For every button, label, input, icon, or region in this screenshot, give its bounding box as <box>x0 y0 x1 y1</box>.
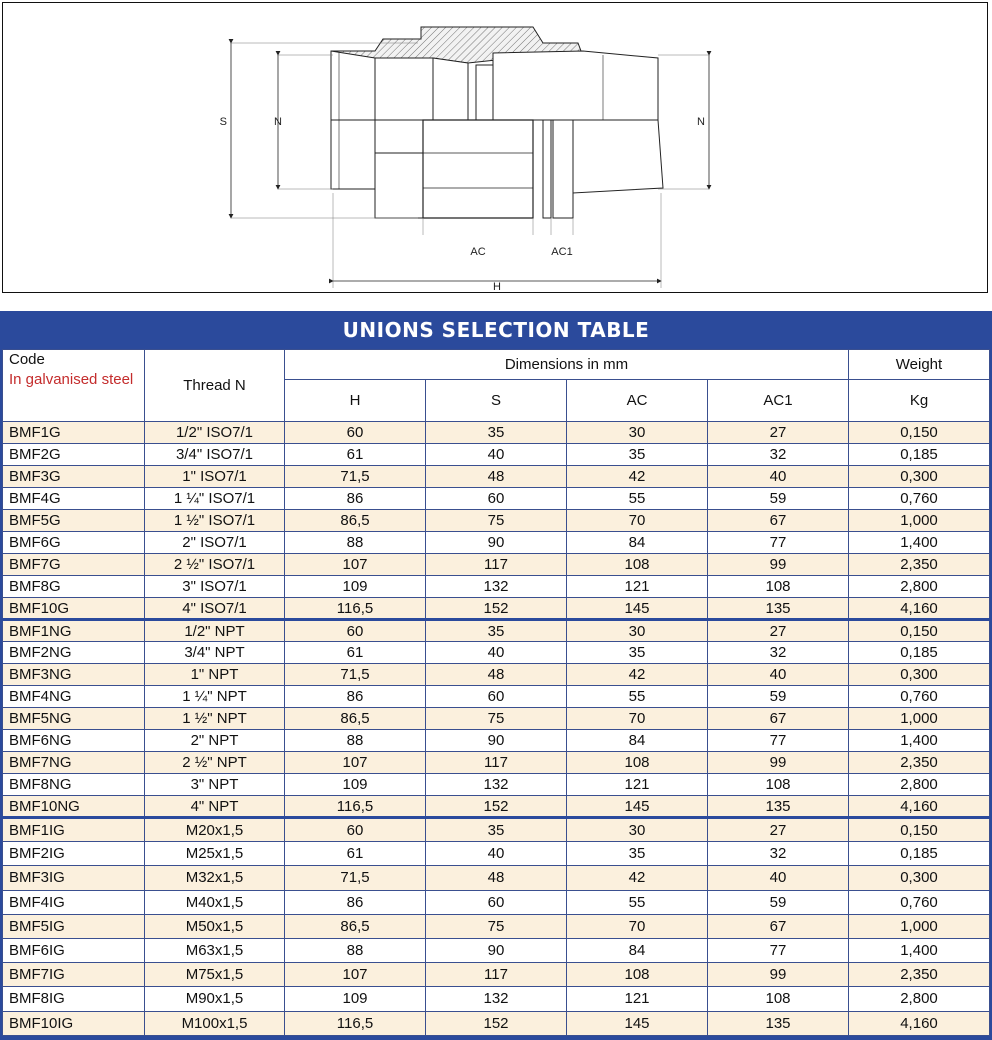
weight-cell: 0,150 <box>849 818 990 842</box>
h-cell: 61 <box>285 444 426 466</box>
weight-cell: 1,400 <box>849 730 990 752</box>
ac1-cell: 77 <box>708 938 849 962</box>
weight-cell: 0,185 <box>849 842 990 866</box>
dimensions-header: Dimensions in mm <box>285 350 849 380</box>
ac1-cell: 67 <box>708 510 849 532</box>
code-cell: BMF7NG <box>3 752 145 774</box>
code-cell: BMF7IG <box>3 963 145 987</box>
thread-cell: 3" NPT <box>145 774 285 796</box>
ac1-cell: 135 <box>708 796 849 818</box>
ac-cell: 121 <box>567 774 708 796</box>
ac1-cell: 40 <box>708 466 849 488</box>
h-cell: 109 <box>285 774 426 796</box>
thread-cell: 2 ½" ISO7/1 <box>145 554 285 576</box>
code-cell: BMF6IG <box>3 938 145 962</box>
h-header: H <box>285 380 426 422</box>
s-cell: 35 <box>426 620 567 642</box>
h-cell: 107 <box>285 554 426 576</box>
thread-cell: 1" ISO7/1 <box>145 466 285 488</box>
h-cell: 107 <box>285 752 426 774</box>
thread-cell: M20x1,5 <box>145 818 285 842</box>
s-cell: 90 <box>426 532 567 554</box>
ac-cell: 121 <box>567 987 708 1011</box>
ac-cell: 70 <box>567 708 708 730</box>
ac1-cell: 108 <box>708 987 849 1011</box>
weight-cell: 0,150 <box>849 620 990 642</box>
code-cell: BMF3IG <box>3 866 145 890</box>
iso-thread-group <box>3 422 990 620</box>
ac-cell: 108 <box>567 554 708 576</box>
ac1-cell: 32 <box>708 642 849 664</box>
ac-cell: 42 <box>567 866 708 890</box>
h-cell: 71,5 <box>285 664 426 686</box>
code-cell: BMF2G <box>3 444 145 466</box>
ac1-cell: 40 <box>708 866 849 890</box>
technical-drawing <box>2 2 988 293</box>
ac-cell: 84 <box>567 730 708 752</box>
thread-cell: M40x1,5 <box>145 890 285 914</box>
table-row <box>3 576 990 598</box>
ac1-cell: 77 <box>708 730 849 752</box>
table-row <box>3 708 990 730</box>
thread-cell: 1 ½" ISO7/1 <box>145 510 285 532</box>
code-cell: BMF7G <box>3 554 145 576</box>
thread-cell: M32x1,5 <box>145 866 285 890</box>
h-cell: 86 <box>285 488 426 510</box>
weight-cell: 1,400 <box>849 938 990 962</box>
code-header-label: Code <box>9 351 45 368</box>
h-cell: 109 <box>285 576 426 598</box>
s-cell: 117 <box>426 554 567 576</box>
table-row <box>3 598 990 620</box>
thread-cell: M75x1,5 <box>145 963 285 987</box>
table-row <box>3 890 990 914</box>
s-cell: 132 <box>426 576 567 598</box>
weight-cell: 0,185 <box>849 642 990 664</box>
h-cell: 61 <box>285 842 426 866</box>
ac-cell: 145 <box>567 1011 708 1035</box>
n-right-label: N <box>697 116 705 128</box>
thread-cell: 3/4" NPT <box>145 642 285 664</box>
weight-header: Weight <box>849 350 990 380</box>
weight-cell: 0,300 <box>849 466 990 488</box>
weight-cell: 0,760 <box>849 890 990 914</box>
thread-cell: M63x1,5 <box>145 938 285 962</box>
ac-cell: 145 <box>567 598 708 620</box>
ac-cell: 55 <box>567 488 708 510</box>
s-cell: 40 <box>426 842 567 866</box>
s-cell: 75 <box>426 510 567 532</box>
npt-thread-group <box>3 620 990 818</box>
ac-cell: 55 <box>567 686 708 708</box>
s-cell: 60 <box>426 890 567 914</box>
ac1-cell: 27 <box>708 620 849 642</box>
table-row <box>3 842 990 866</box>
ac1-header: AC1 <box>708 380 849 422</box>
table-row <box>3 818 990 842</box>
h-cell: 88 <box>285 730 426 752</box>
table-row <box>3 774 990 796</box>
ac1-cell: 27 <box>708 422 849 444</box>
table-row <box>3 620 990 642</box>
thread-cell: 1/2" ISO7/1 <box>145 422 285 444</box>
table-row <box>3 554 990 576</box>
ac1-cell: 67 <box>708 914 849 938</box>
table-row <box>3 796 990 818</box>
ac1-cell: 59 <box>708 686 849 708</box>
h-label: H <box>493 281 501 293</box>
h-cell: 88 <box>285 938 426 962</box>
s-cell: 35 <box>426 818 567 842</box>
ac-cell: 145 <box>567 796 708 818</box>
weight-cell: 0,760 <box>849 488 990 510</box>
ac1-cell: 40 <box>708 664 849 686</box>
ac-cell: 35 <box>567 642 708 664</box>
ac-cell: 30 <box>567 818 708 842</box>
table-row <box>3 510 990 532</box>
table-row <box>3 488 990 510</box>
ac1-cell: 108 <box>708 576 849 598</box>
s-cell: 48 <box>426 664 567 686</box>
metric-thread-group <box>3 818 990 1036</box>
weight-cell: 0,150 <box>849 422 990 444</box>
table-row <box>3 444 990 466</box>
ac-cell: 108 <box>567 752 708 774</box>
ac1-cell: 59 <box>708 488 849 510</box>
s-cell: 60 <box>426 686 567 708</box>
code-cell: BMF4G <box>3 488 145 510</box>
table-row <box>3 866 990 890</box>
s-cell: 35 <box>426 422 567 444</box>
table-row <box>3 938 990 962</box>
weight-cell: 4,160 <box>849 598 990 620</box>
code-cell: BMF5IG <box>3 914 145 938</box>
table-row <box>3 664 990 686</box>
ac-cell: 30 <box>567 620 708 642</box>
unions-table <box>2 349 990 1036</box>
ac1-cell: 135 <box>708 598 849 620</box>
thread-cell: 1 ½" NPT <box>145 708 285 730</box>
thread-cell: 1 ¼" ISO7/1 <box>145 488 285 510</box>
weight-cell: 1,400 <box>849 532 990 554</box>
weight-cell: 0,300 <box>849 866 990 890</box>
ac-header: AC <box>567 380 708 422</box>
weight-cell: 2,350 <box>849 752 990 774</box>
weight-cell: 1,000 <box>849 510 990 532</box>
ac-cell: 70 <box>567 510 708 532</box>
weight-cell: 2,350 <box>849 554 990 576</box>
ac1-cell: 32 <box>708 842 849 866</box>
ac-cell: 55 <box>567 890 708 914</box>
ac1-cell: 108 <box>708 774 849 796</box>
ac1-cell: 77 <box>708 532 849 554</box>
s-cell: 132 <box>426 774 567 796</box>
ac-cell: 35 <box>567 444 708 466</box>
h-cell: 61 <box>285 642 426 664</box>
ac-cell: 30 <box>567 422 708 444</box>
thread-cell: M50x1,5 <box>145 914 285 938</box>
code-cell: BMF6NG <box>3 730 145 752</box>
s-cell: 48 <box>426 466 567 488</box>
code-cell: BMF1NG <box>3 620 145 642</box>
ac-cell: 84 <box>567 938 708 962</box>
ac-cell: 121 <box>567 576 708 598</box>
table-title: UNIONS SELECTION TABLE <box>342 318 650 342</box>
s-cell: 152 <box>426 1011 567 1035</box>
h-cell: 86 <box>285 686 426 708</box>
weight-cell: 2,800 <box>849 774 990 796</box>
h-cell: 88 <box>285 532 426 554</box>
s-cell: 152 <box>426 598 567 620</box>
code-cell: BMF3G <box>3 466 145 488</box>
s-label: S <box>219 116 227 128</box>
table-row <box>3 752 990 774</box>
h-cell: 60 <box>285 620 426 642</box>
s-cell: 40 <box>426 642 567 664</box>
ac-cell: 42 <box>567 664 708 686</box>
thread-cell: 1/2" NPT <box>145 620 285 642</box>
h-cell: 116,5 <box>285 598 426 620</box>
ac1-cell: 67 <box>708 708 849 730</box>
weight-cell: 1,000 <box>849 914 990 938</box>
weight-cell: 0,300 <box>849 664 990 686</box>
thread-cell: 1 ¼" NPT <box>145 686 285 708</box>
thread-cell: 2 ½" NPT <box>145 752 285 774</box>
thread-cell: 3/4" ISO7/1 <box>145 444 285 466</box>
code-cell: BMF8NG <box>3 774 145 796</box>
code-header <box>3 350 145 422</box>
table-row <box>3 642 990 664</box>
weight-cell: 2,350 <box>849 963 990 987</box>
s-cell: 90 <box>426 730 567 752</box>
code-cell: BMF8G <box>3 576 145 598</box>
weight-cell: 2,800 <box>849 576 990 598</box>
h-cell: 107 <box>285 963 426 987</box>
s-cell: 60 <box>426 488 567 510</box>
table-row <box>3 963 990 987</box>
weight-cell: 4,160 <box>849 1011 990 1035</box>
s-cell: 117 <box>426 963 567 987</box>
code-header-note: In galvanised steel <box>9 371 134 388</box>
code-cell: BMF10IG <box>3 1011 145 1035</box>
code-cell: BMF4NG <box>3 686 145 708</box>
ac-cell: 108 <box>567 963 708 987</box>
h-cell: 109 <box>285 987 426 1011</box>
thread-cell: M90x1,5 <box>145 987 285 1011</box>
h-cell: 60 <box>285 422 426 444</box>
h-cell: 71,5 <box>285 466 426 488</box>
s-cell: 90 <box>426 938 567 962</box>
code-cell: BMF10G <box>3 598 145 620</box>
ac-cell: 84 <box>567 532 708 554</box>
code-cell: BMF5NG <box>3 708 145 730</box>
h-cell: 116,5 <box>285 796 426 818</box>
s-cell: 75 <box>426 914 567 938</box>
code-cell: BMF5G <box>3 510 145 532</box>
h-cell: 71,5 <box>285 866 426 890</box>
n-left-label: N <box>274 116 282 128</box>
code-cell: BMF8IG <box>3 987 145 1011</box>
thread-cell: 4" NPT <box>145 796 285 818</box>
table-row <box>3 987 990 1011</box>
code-cell: BMF2IG <box>3 842 145 866</box>
table-row <box>3 466 990 488</box>
table-row <box>3 532 990 554</box>
ac1-cell: 32 <box>708 444 849 466</box>
ac-cell: 42 <box>567 466 708 488</box>
h-cell: 116,5 <box>285 1011 426 1035</box>
s-header: S <box>426 380 567 422</box>
s-cell: 132 <box>426 987 567 1011</box>
h-cell: 86,5 <box>285 510 426 532</box>
table-row <box>3 686 990 708</box>
ac1-cell: 99 <box>708 554 849 576</box>
s-cell: 48 <box>426 866 567 890</box>
weight-cell: 0,185 <box>849 444 990 466</box>
h-cell: 60 <box>285 818 426 842</box>
h-cell: 86 <box>285 890 426 914</box>
weight-cell: 1,000 <box>849 708 990 730</box>
weight-cell: 2,800 <box>849 987 990 1011</box>
table-row <box>3 422 990 444</box>
thread-header: Thread N <box>145 350 285 422</box>
s-cell: 75 <box>426 708 567 730</box>
ac-label: AC <box>470 246 486 258</box>
ac1-cell: 27 <box>708 818 849 842</box>
thread-cell: 1" NPT <box>145 664 285 686</box>
code-cell: BMF1G <box>3 422 145 444</box>
thread-cell: M25x1,5 <box>145 842 285 866</box>
thread-cell: 2" ISO7/1 <box>145 532 285 554</box>
h-cell: 86,5 <box>285 914 426 938</box>
h-cell: 86,5 <box>285 708 426 730</box>
ac1-cell: 99 <box>708 752 849 774</box>
thread-cell: 2" NPT <box>145 730 285 752</box>
ac-cell: 70 <box>567 914 708 938</box>
code-cell: BMF2NG <box>3 642 145 664</box>
s-cell: 152 <box>426 796 567 818</box>
code-cell: BMF6G <box>3 532 145 554</box>
ac-cell: 35 <box>567 842 708 866</box>
table-row <box>3 1011 990 1035</box>
s-cell: 40 <box>426 444 567 466</box>
thread-cell: M100x1,5 <box>145 1011 285 1035</box>
ac1-label: AC1 <box>551 246 573 258</box>
ac1-cell: 99 <box>708 963 849 987</box>
selection-table-panel <box>0 311 992 1040</box>
union-diagram <box>3 3 989 294</box>
code-cell: BMF4IG <box>3 890 145 914</box>
weight-cell: 0,760 <box>849 686 990 708</box>
table-row <box>3 730 990 752</box>
thread-cell: 4" ISO7/1 <box>145 598 285 620</box>
s-cell: 117 <box>426 752 567 774</box>
code-cell: BMF3NG <box>3 664 145 686</box>
kg-header: Kg <box>849 380 990 422</box>
code-cell: BMF10NG <box>3 796 145 818</box>
thread-cell: 3" ISO7/1 <box>145 576 285 598</box>
code-cell: BMF1IG <box>3 818 145 842</box>
ac1-cell: 135 <box>708 1011 849 1035</box>
table-row <box>3 914 990 938</box>
ac1-cell: 59 <box>708 890 849 914</box>
weight-cell: 4,160 <box>849 796 990 818</box>
